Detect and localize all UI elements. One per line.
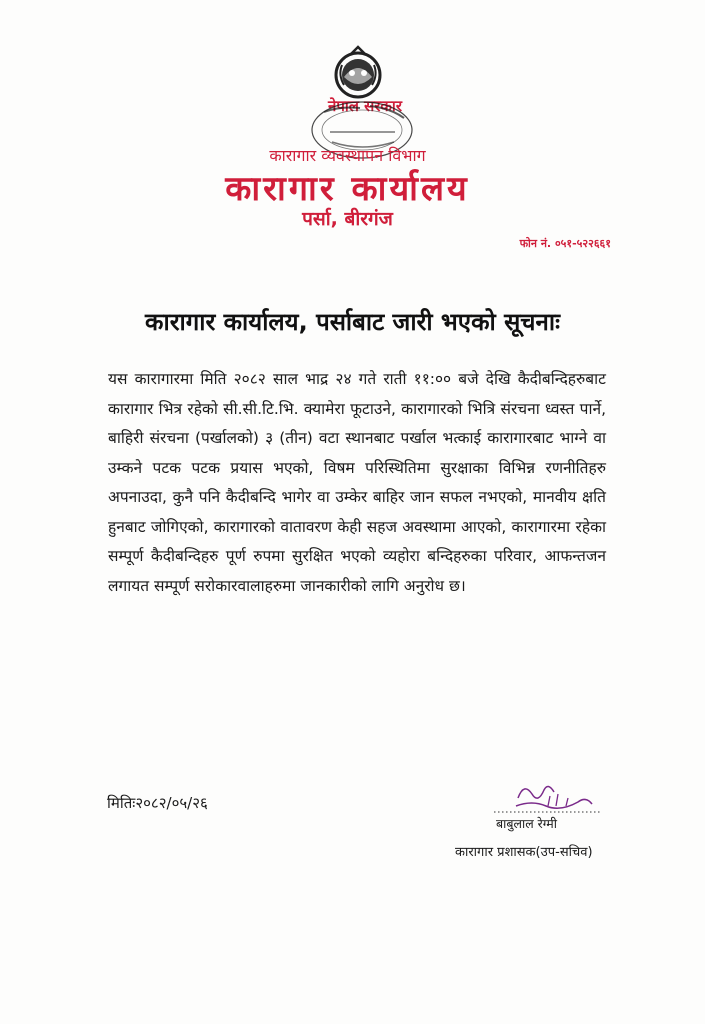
notice-title: कारागार कार्यालय, पर्साबाट जारी भएको सूचनाः bbox=[145, 308, 560, 336]
signer-title: कारागार प्रशासक(उप-सचिव) bbox=[455, 845, 593, 860]
notice-date: मितिः२०८२/०५/२६ bbox=[107, 794, 208, 812]
department-name: कारागार व्यवस्थापन विभाग bbox=[269, 146, 426, 165]
office-name: कारागार कार्यालय bbox=[225, 169, 470, 209]
signer-name: बाबुलाल रेग्मी bbox=[496, 816, 558, 831]
phone-number: फोन नं. ०५१-५२२६६१ bbox=[519, 237, 611, 250]
notice-body: यस कारागारमा मिति २०८२ साल भाद्र २४ गते राती ११:०० बजे देखि कैदीबन्दिहरुबाट कारागार भित्र रहेको सी.सी.टि.भि. क्यामेरा फूटाउने, कारागारको भित्रि संरचना ध्वस्त पार्ने, बाहिरी संरचना (पर्खालको) ३ (तीन) वटा स्थानबाट पर्खाल भत्काई कारागारबाट भाग्ने वा उम्कने पटक पटक प्रयास भएको, विषम परिस्थितिमा सुरक्षाका विभिन्न रणनीतिहरु अपनाउदा, कुनै पनि कैदीबन्दि भागेर वा उम्केर बाहिर जान सफल नभएको, मानवीय क्षति हुनबाट जोगिएको, कारागारको वातावरण केही सहज अवस्थामा आएको, कारागारमा रहेका सम्पूर्ण कैदीबन्दिहरु पूर्ण रुपमा सुरक्षित भएको व्यहोरा बन्दिहरुका परिवार, आफन्तजन लगायत सम्पूर्ण सरोकारवालाहरुमा जानकारीको लागि अनुरोध छ। bbox=[108, 370, 606, 595]
government-name: नेपाल सरकार bbox=[328, 97, 402, 115]
office-location: पर्सा, बीरगंज bbox=[302, 208, 393, 230]
